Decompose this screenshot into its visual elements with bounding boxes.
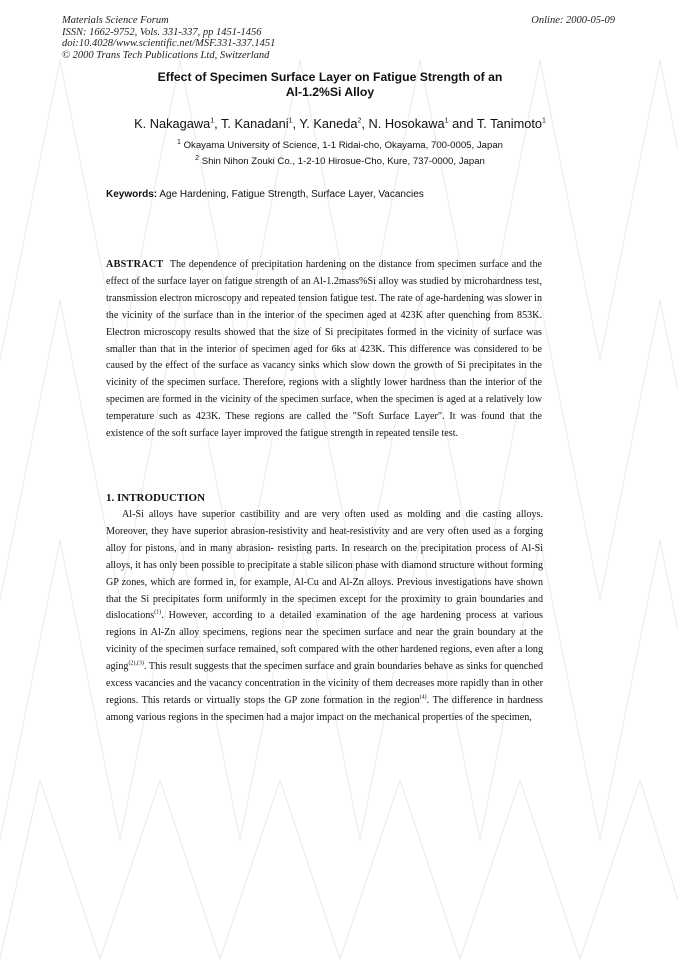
citation-ref-2[interactable]: (2),(3): [128, 660, 144, 667]
keywords: [106, 189, 576, 200]
author-affiliation-mark: 1: [542, 117, 546, 125]
affiliation-text: Shin Nihon Zouki Co., 1-2-10 Hirosue-Cho, Kure, 737-0000, Japan: [201, 156, 485, 168]
author-name: T. Kanadani: [221, 116, 289, 131]
affiliation-2: [60, 155, 620, 167]
affiliation-text: Okayama University of Science, 1-1 Ridai-cho, Okayama, 700-0005, Japan: [183, 140, 503, 152]
author-name: N. Hosokawa: [368, 116, 445, 131]
paper-title: [80, 70, 580, 100]
author-conjunction: and: [452, 116, 474, 131]
journal-header: [62, 15, 617, 61]
journal-copyright: © 2000 Trans Tech Publications Ltd, Switzerland: [62, 49, 270, 61]
affiliation-1: [60, 139, 620, 151]
author-name: Y. Kaneda: [299, 116, 358, 131]
author-name: T. Tanimoto: [476, 116, 543, 131]
author-affiliation-mark: 2: [357, 117, 362, 125]
affiliation-mark: 2: [195, 155, 200, 162]
introduction-body: [106, 507, 543, 727]
section-heading-introduction: 1. INTRODUCTION: [106, 492, 206, 504]
keywords-label: Keywords:: [106, 189, 158, 200]
journal-name: Materials Science Forum: [62, 15, 169, 26]
intro-text-4: . The difference in hardness among various regions in the specimen had a major impact on the mechanical properties of the specimen,: [106, 694, 543, 723]
citation-ref-3[interactable]: (4): [419, 694, 427, 701]
title-line-2: Al-1.2%Si Alloy: [285, 85, 375, 99]
author-name: K. Nakagawa: [134, 116, 211, 131]
author-affiliation-mark: 1: [210, 117, 215, 125]
online-date: Online: 2000-05-09: [531, 15, 615, 26]
abstract-label: ABSTRACT: [106, 259, 164, 270]
journal-doi[interactable]: doi:10.4028/www.scientific.net/MSF.331-337.1451: [62, 38, 276, 49]
intro-text-1: Al-Si alloys have superior castibility and are very often used as molding and die casting alloys. Moreover, they have superior abrasion-resistivity and heat-resistivity and are very often used as a forging alloy for pistons, and in many abrasion- resisting parts. In research on the precipitation process of Al-Si alloys, it has only been possible to precipitate a stable silicon phase with diamond structure without forming GP zones, which are formed in, for example, Al-Cu and Al-Zn alloys. Previous investigations have shown that the Si precipitates form uniformly in the specimen except for the proximity to grain boundaries and dislocations: [106, 509, 543, 622]
keywords-text: Age Hardening, Fatigue Strength, Surface Layer, Vacancies: [159, 189, 424, 200]
abstract: [106, 257, 542, 443]
title-line-1: Effect of Specimen Surface Layer on Fatigue Strength of an: [157, 70, 503, 84]
intro-text-2: . However, according to a detailed examination of the age hardening process at various regions in Al-Zn alloy specimens, regions near the specimen surface and near the grain boundary at the vicinity of the specimen surface remained, soft compared with the other hardened regions, even after a long aging: [106, 610, 543, 673]
intro-text-3: . This result suggests that the specimen surface and grain boundaries behave as sinks for quenched excess vacancies and the vacancy concentration in the vicinity of them decreases more rapidly than in other regions. This retards or virtually stops the GP zone formation in the region: [106, 661, 543, 706]
abstract-text: The dependence of precipitation hardening on the distance from specimen surface and the effect of the surface layer on fatigue strength of an Al-1.2mass%Si alloy was studied by microhardness test, transmission electron microscopy and repeated tension fatigue test. The rate of age-hardening was slower in the vicinity of the surface than in the interior of the specimen aged at 423K after quenching from 853K. Electron microscopy results showed that the size of Si precipitates formed in the vicinity of surface was smaller than that in the interior of specimen aged for 6ks at 423K. This difference was considered to be caused by the effect of the surface as vacancy sinks which slow down the growth of Si precipitates in the vicinity of the specimen surface. Therefore, regions with a slightly lower hardness than the interior of the specimen are formed in the vicinity of the specimen surface, when the specimen is aged at a relatively low temperature such as 423K. These regions are called the "Soft Surface Layer". It was found that the existence of the soft surface layer improved the fatigue strength in repeated tensile test.: [106, 259, 542, 440]
introduction-paragraph: [106, 507, 543, 727]
author-list: K. Nakagawa$^1$, T. Kanadani$^1$, Y. Kaneda$^2$, N. Hosokawa$^1$ and T. Tanimoto$^1$: [134, 116, 546, 131]
author-affiliation-mark: 1: [288, 117, 293, 125]
author-affiliation-mark: 1: [444, 117, 449, 125]
affiliation-mark: 1: [177, 139, 181, 146]
citation-ref-1[interactable]: (1): [154, 610, 162, 617]
journal-issn: ISSN: 1662-9752, Vols. 331-337, pp 1451-1456: [62, 26, 262, 38]
